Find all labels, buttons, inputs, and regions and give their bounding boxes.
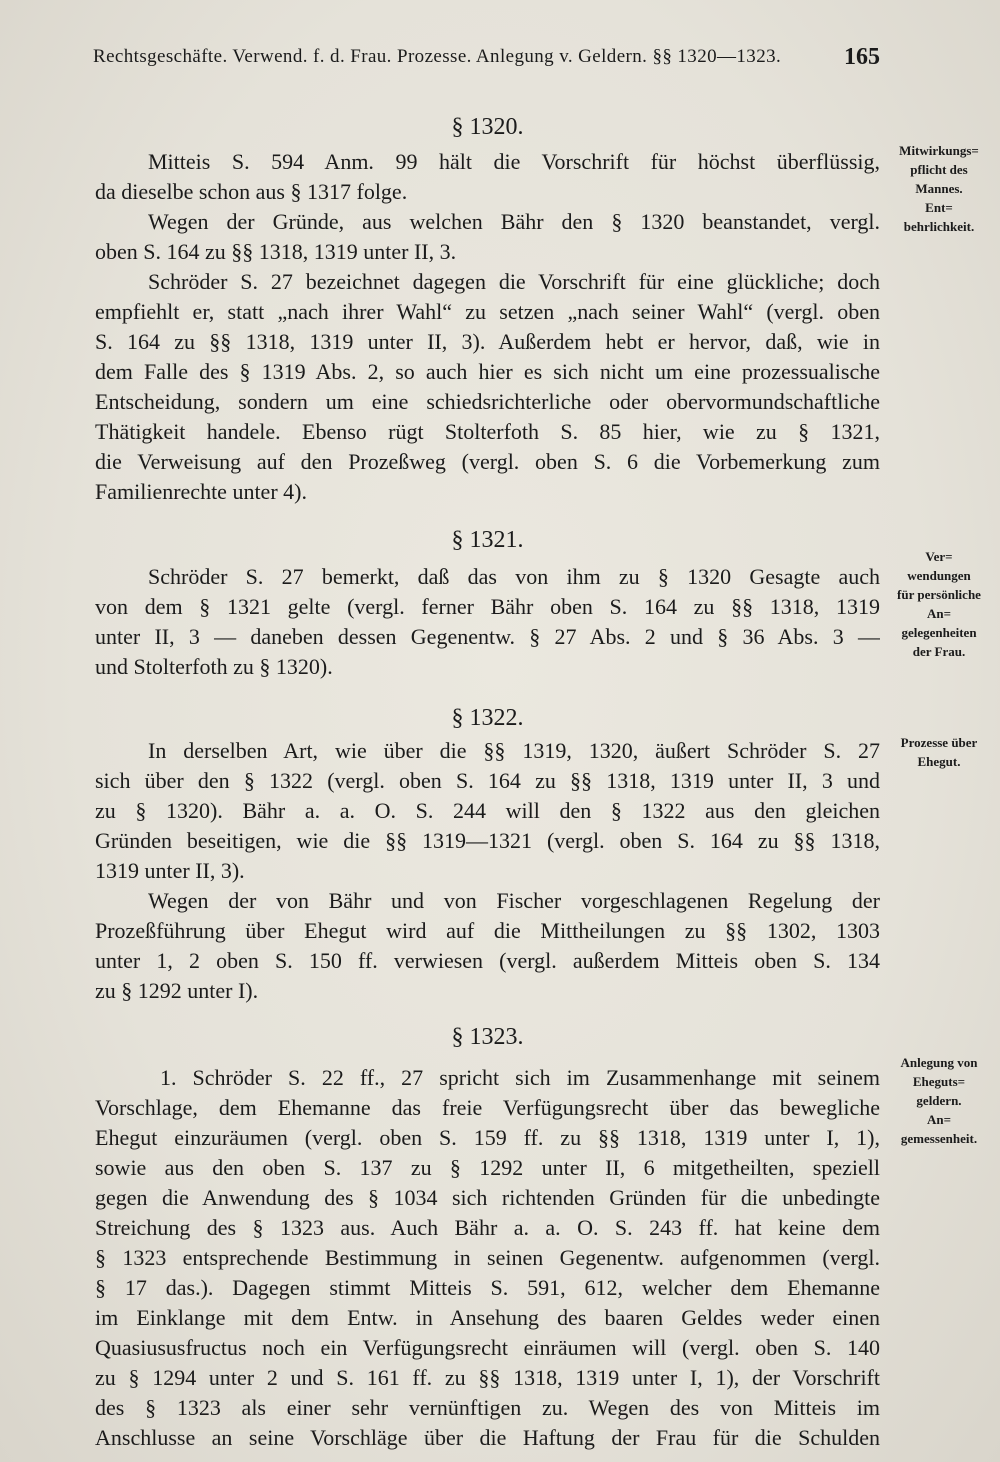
text-line: § 17 das.). Dagegen stimmt Mitteis S. 591, 612, welcher dem Ehemanne: [95, 1275, 880, 1300]
running-head: [93, 40, 880, 74]
text-line: Gründen beseitigen, wie die §§ 1319—1321 (vergl. oben S. 164 zu §§ 1318,: [95, 828, 880, 853]
section-body-1322: [95, 736, 880, 1006]
margin-note-line: Ehegut.: [917, 754, 961, 769]
margin-note-1320: [884, 141, 994, 236]
text-line: von dem § 1321 gelte (vergl. ferner Bähr oben S. 164 zu §§ 1318, 1319: [95, 594, 880, 619]
text-line: Schröder S. 27 bemerkt, daß das von ihm zu § 1320 Gesagte auch: [148, 564, 880, 589]
text-line: im Einklange mit dem Entw. in Ansehung des baaren Geldes weder einen: [95, 1305, 880, 1330]
margin-note-line: Ver=: [925, 549, 953, 564]
text-line: § 1323 entsprechende Bestimmung in seinen Gegenentw. aufgenommen (vergl.: [95, 1245, 880, 1270]
text-line: unter II, 3 — daneben dessen Gegenentw. § 27 Abs. 2 und § 36 Abs. 3 —: [95, 624, 880, 649]
text-line: zu § 1320). Bähr a. a. O. S. 244 will den § 1322 aus den gleichen: [95, 798, 880, 823]
text-line: Schröder S. 27 bezeichnet dagegen die Vorschrift für eine glückliche; doch: [148, 269, 880, 294]
text-line: empfiehlt er, statt „nach ihrer Wahl“ zu setzen „nach seiner Wahl“ (vergl. oben: [95, 299, 880, 324]
text-line: oben S. 164 zu §§ 1318, 1319 unter II, 3.: [95, 239, 457, 264]
text-line: In derselben Art, wie über die §§ 1319, 1320, äußert Schröder S. 27: [148, 738, 880, 763]
section-heading-1322: § 1322.: [451, 705, 524, 731]
text-line: Vorschlage, dem Ehemanne das freie Verfügungsrecht über das bewegliche: [95, 1095, 880, 1120]
margin-note-line: gelegenheiten: [901, 625, 977, 640]
text-line: Entscheidung, sondern um eine schiedsrichterliche oder obervormundschaftliche: [95, 389, 880, 414]
margin-note-line: Eheguts=: [912, 1074, 966, 1089]
text-line: da dieselbe schon aus § 1317 folge.: [95, 179, 408, 204]
text-line: gegen die Anwendung des § 1034 sich richtenden Gründen für die unbedingte: [95, 1185, 880, 1210]
text-line: Ehegut einzuräumen (vergl. oben S. 159 ff. zu §§ 1318, 1319 unter I, 1),: [95, 1125, 880, 1150]
text-line: 1319 unter II, 3).: [95, 858, 245, 883]
text-line: zu § 1292 unter I).: [95, 978, 259, 1003]
margin-note-line: Prozesse über: [900, 735, 978, 750]
margin-note-line: An=: [926, 1112, 952, 1127]
text-line: sowie aus den oben S. 137 zu § 1292 unter II, 6 mitgetheilten, speziell: [95, 1155, 880, 1180]
section-body-1323: [95, 1063, 880, 1453]
text-line: Streichung des § 1323 aus. Auch Bähr a. a. O. S. 243 ff. hat keine dem: [95, 1215, 880, 1240]
text-line: Prozeßführung über Ehegut wird auf die Mittheilungen zu §§ 1302, 1303: [95, 918, 880, 943]
text-line: 1. Schröder S. 22 ff., 27 spricht sich im Zusammenhange mit seinem: [160, 1065, 880, 1090]
margin-note-line: der Frau.: [912, 644, 966, 659]
text-line: Anschlusse an seine Vorschläge über die Haftung der Frau für die Schulden: [95, 1425, 880, 1450]
section-heading-1321: § 1321.: [451, 527, 524, 553]
text-line: und Stolterfoth zu § 1320).: [95, 654, 333, 679]
text-line: unter 1, 2 oben S. 150 ff. verwiesen (vergl. außerdem Mitteis oben S. 134: [95, 948, 880, 973]
margin-note-line: Mannes.: [915, 181, 963, 196]
text-line: Wegen der Gründe, aus welchen Bähr den § 1320 beanstandet, vergl.: [148, 209, 880, 234]
text-line: die Verweisung auf den Prozeßweg (vergl. oben S. 6 die Vorbemerkung zum: [95, 449, 880, 474]
text-line: zu § 1294 unter 2 und S. 161 ff. zu §§ 1318, 1319 unter I, 1), der Vorschrift: [95, 1365, 880, 1390]
section-heading-1323: § 1323.: [451, 1024, 524, 1050]
page-number: 165: [844, 44, 880, 70]
text-line: dem Falle des § 1319 Abs. 2, so auch hier es sich nicht um eine prozessualische: [95, 359, 880, 384]
running-title: Rechtsgeschäfte. Verwend. f. d. Frau. Prozesse. Anlegung v. Geldern. §§ 1320—1323.: [93, 46, 782, 67]
text-line: Quasiususfructus noch ein Verfügungsrecht einräumen will (vergl. oben S. 140: [95, 1335, 880, 1360]
margin-note-line: Anlegung von: [900, 1055, 978, 1070]
margin-note-line: Mitwirkungs=: [899, 143, 979, 158]
margin-note-line: geldern.: [916, 1093, 962, 1108]
margin-note-line: pflicht des: [910, 162, 968, 177]
margin-note-line: wendungen: [907, 568, 971, 583]
text-line: Mitteis S. 594 Anm. 99 hält die Vorschrift für höchst überflüssig,: [148, 149, 880, 174]
text-line: sich über den § 1322 (vergl. oben S. 164 zu §§ 1318, 1319 unter II, 3 und: [95, 768, 880, 793]
text-line: Thätigkeit handele. Ebenso rügt Stolterfoth S. 85 hier, wie zu § 1321,: [95, 419, 880, 444]
margin-note-1321: [884, 547, 994, 661]
section-body-1320: [95, 147, 880, 507]
text-line: Wegen der von Bähr und von Fischer vorgeschlagenen Regelung der: [148, 888, 880, 913]
text-line: des § 1323 als einer sehr vernünftigen zu. Wegen des von Mitteis im: [95, 1395, 880, 1420]
text-line: Familienrechte unter 4).: [95, 479, 307, 504]
margin-note-line: Ent=: [925, 200, 953, 215]
margin-note-line: An=: [926, 606, 952, 621]
section-body-1321: [95, 562, 880, 682]
margin-note-line: gemessenheit.: [900, 1131, 978, 1146]
section-heading-1320: § 1320.: [451, 114, 524, 140]
text-line: S. 164 zu §§ 1318, 1319 unter II, 3). Außerdem hebt er hervor, daß, wie in: [95, 329, 880, 354]
margin-note-line: für persönliche: [897, 587, 981, 602]
margin-note-1323: [884, 1053, 994, 1148]
margin-note-1322: [884, 733, 994, 771]
margin-note-line: behrlichkeit.: [903, 219, 975, 234]
